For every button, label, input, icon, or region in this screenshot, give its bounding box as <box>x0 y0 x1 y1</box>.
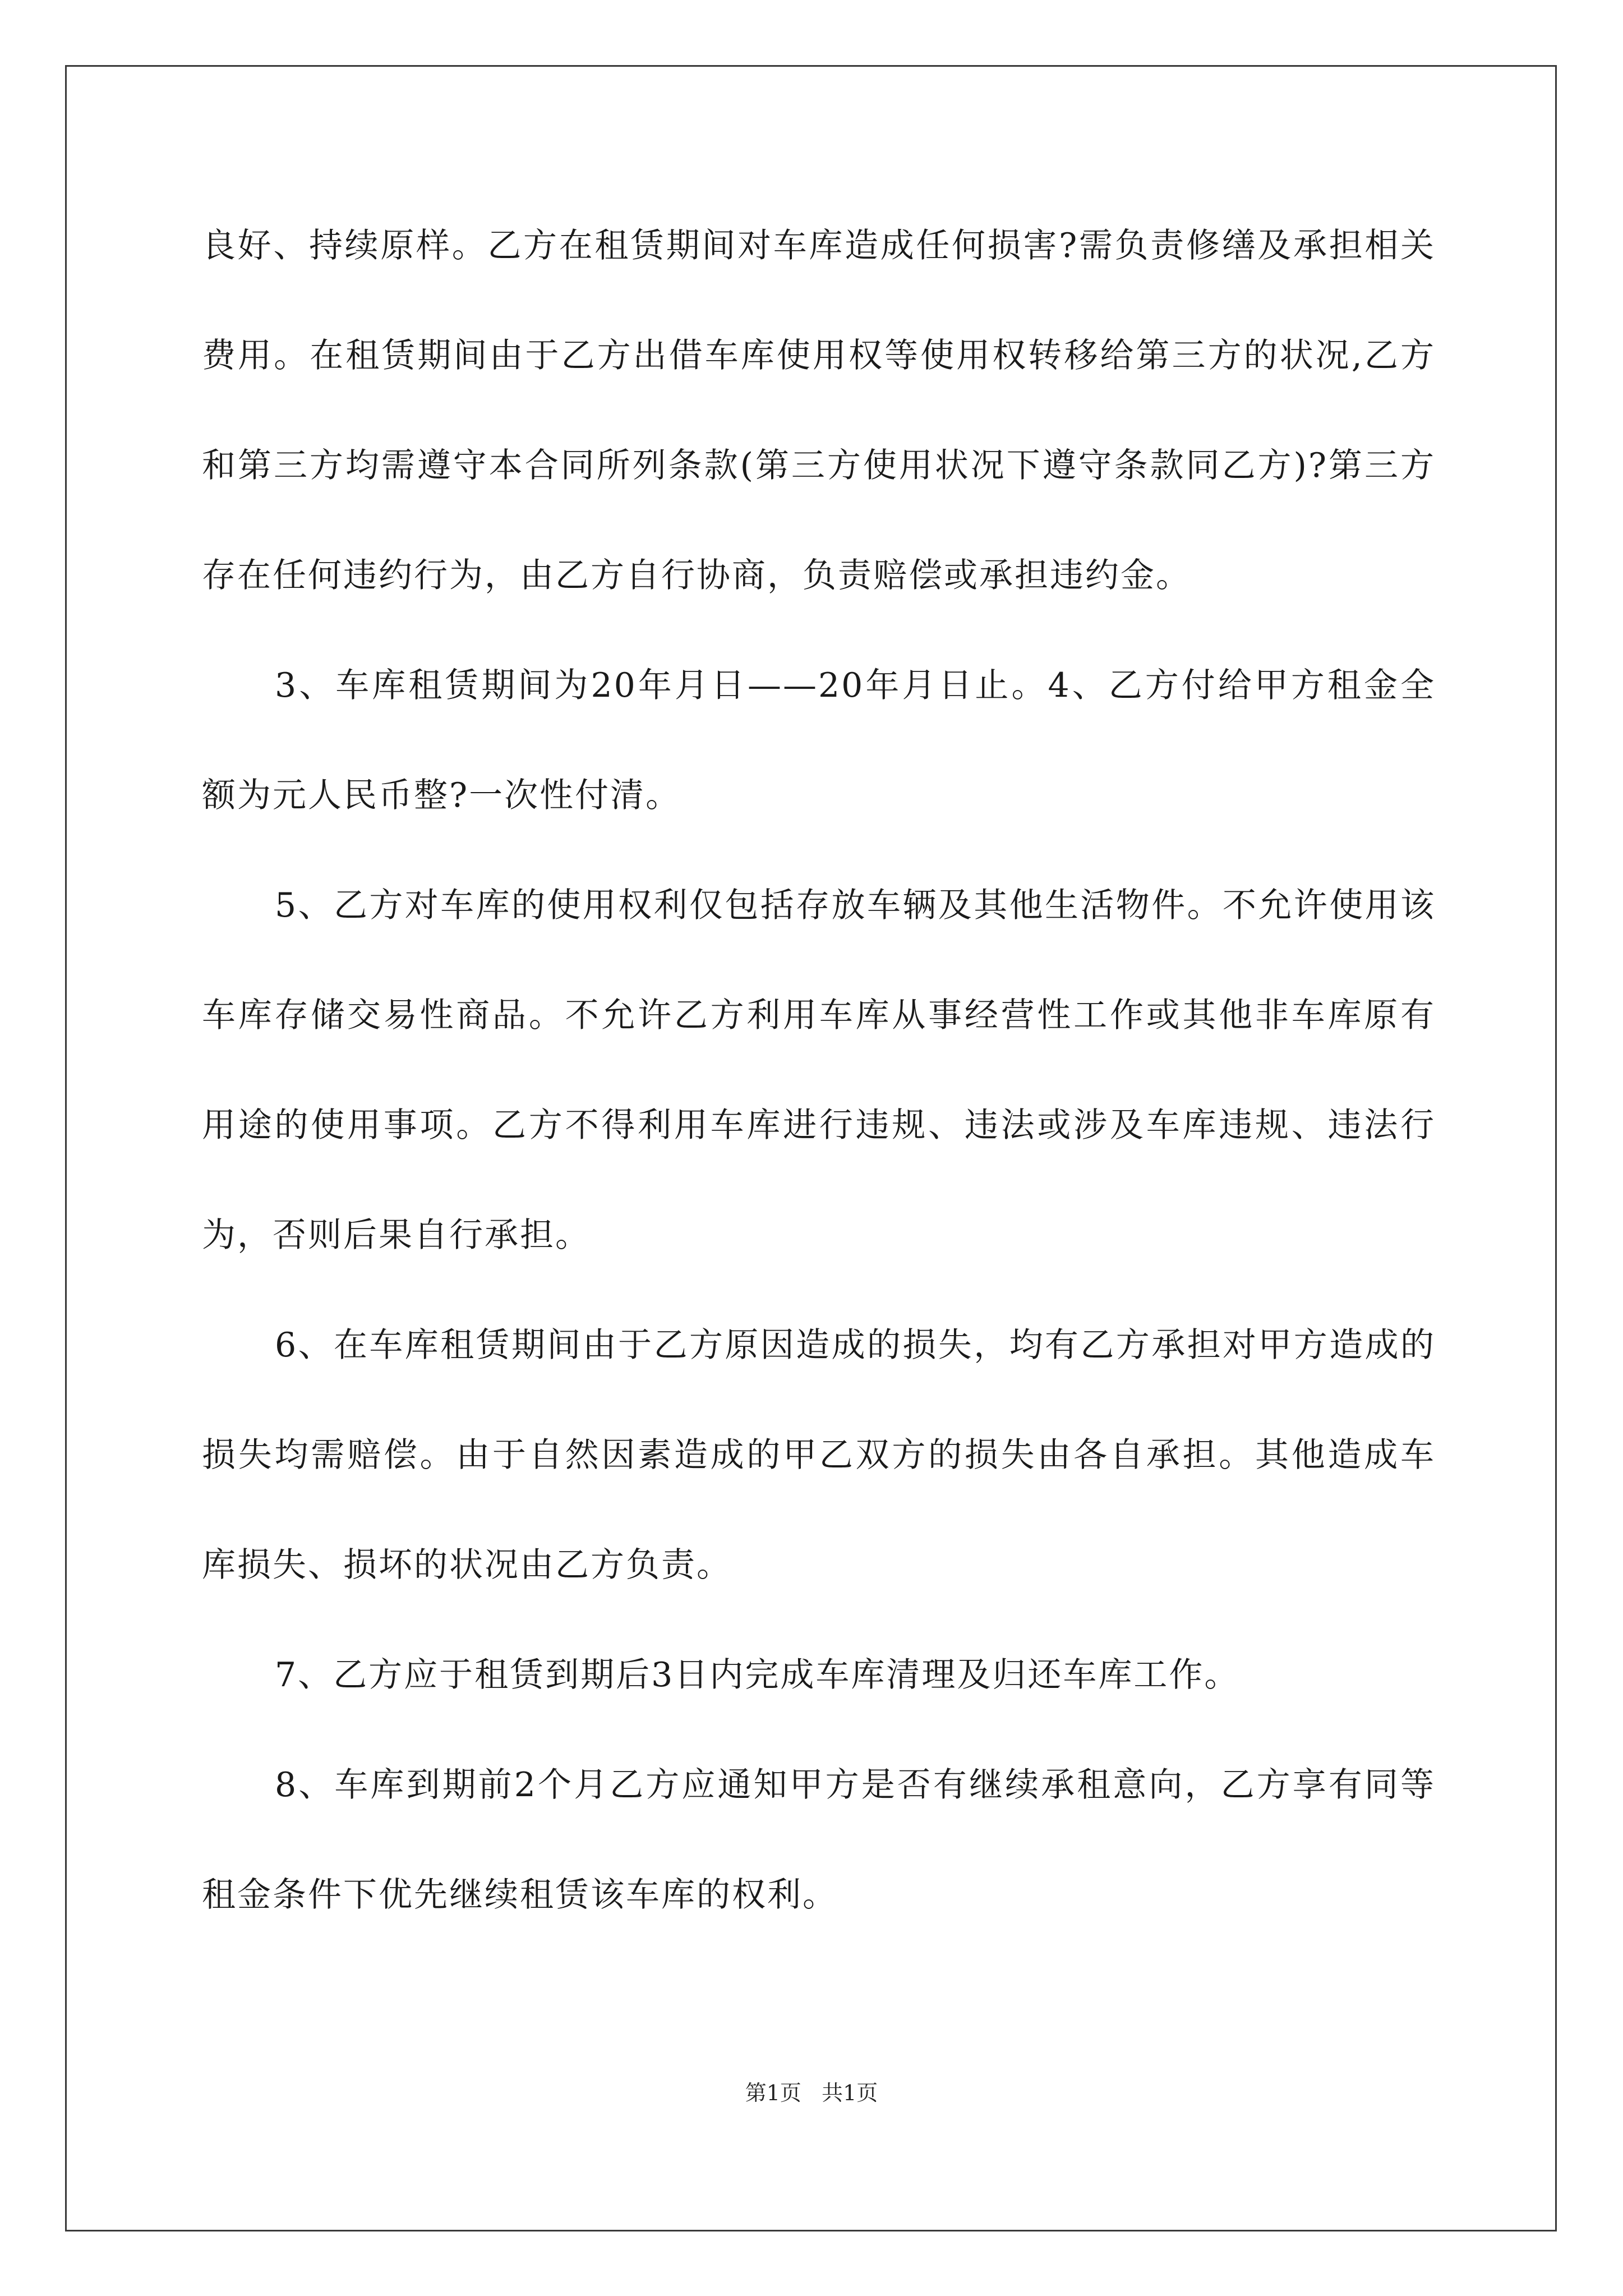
paragraph-clause-3-4: 3、车库租赁期间为20年月日——20年月日止。4、乙方付给甲方租金全额为元人民币整?一次性付清。 <box>202 666 1436 815</box>
page-number: 第1页 <box>745 2081 801 2105</box>
page-footer <box>0 2076 1623 2106</box>
document-body <box>202 191 1436 1950</box>
paragraph-clause-6: 6、在车库租赁期间由于乙方原因造成的损失，均有乙方承担对甲方造成的损失均需赔偿。由于自然因素造成的甲乙双方的损失由各自承担。其他造成车库损失、损坏的状况由乙方负责。 <box>202 1326 1436 1585</box>
paragraph-clause-8: 8、车库到期前2个月乙方应通知甲方是否有继续承租意向，乙方享有同等租金条件下优先继续租赁该车库的权利。 <box>202 1765 1436 1915</box>
page-total: 共1页 <box>822 2081 878 2105</box>
paragraph-clause-7: 7、乙方应于租赁到期后3日内完成车库清理及归还车库工作。 <box>275 1655 1240 1695</box>
paragraph-continued: 良好、持续原样。乙方在租赁期间对车库造成任何损害?需负责修缮及承担相关费用。在租赁期间由于乙方出借车库使用权等使用权转移给第三方的状况,乙方和第三方均需遵守本合同所列条款(第三方使用状况下遵守条款同乙方)?第三方存在任何违约行为，由乙方自行协商，负责赔偿或承担违约金。 <box>202 226 1436 595</box>
paragraph-clause-5: 5、乙方对车库的使用权利仅包括存放车辆及其他生活物件。不允许使用该车库存储交易性商品。不允许乙方利用车库从事经营性工作或其他非车库原有用途的使用事项。乙方不得利用车库进行违规、违法或涉及车库违规、违法行为，否则后果自行承担。 <box>202 886 1436 1255</box>
